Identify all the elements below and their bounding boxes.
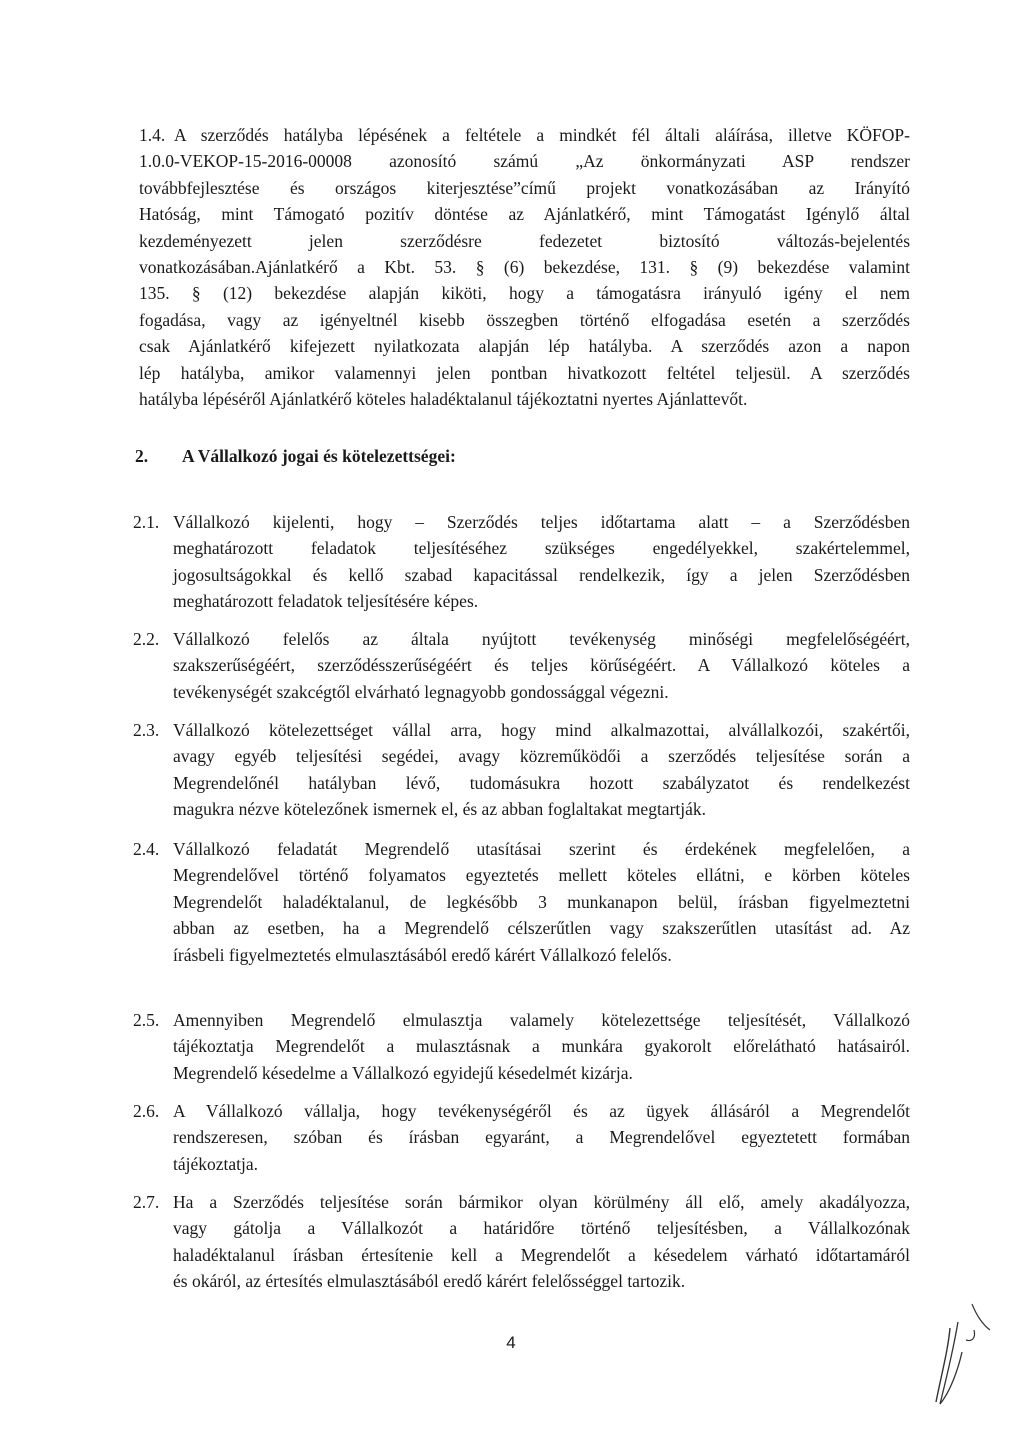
text-line: Ha a Szerződés teljesítése során bármikor olyan körülmény áll elő, amely akadályozza,	[173, 1192, 910, 1212]
text-line: vonatkozásában.Ajánlatkérő a Kbt. 53. § (6) bekezdése, 131. § (9) bekezdése valamint	[139, 257, 910, 278]
text-line: írásbeli figyelmeztetés elmulasztásából eredő kárért Vállalkozó felelős.	[173, 944, 672, 965]
clause-text	[173, 1007, 910, 1086]
text-line: hatályba lépéséről Ajánlatkérő köteles haladéktalanul tájékoztatni nyertes Ajánlattevőt.	[139, 389, 748, 410]
text-line: jogosultságokkal és kellő szabad kapacitással rendelkezik, így a jelen Szerződésben	[173, 564, 910, 585]
text-line: avagy egyéb teljesítési segédei, avagy közreműködői a szerződés teljesítése során a	[173, 746, 910, 767]
text-line: abban az esetben, ha a Megrendelő célszerűtlen vagy szakszerűtlen utasítást ad. Az	[173, 918, 910, 939]
text-line: magukra nézve kötelezőnek ismernek el, és az abban foglaltakat megtartják.	[173, 799, 707, 820]
section-title: A Vállalkozó jogai és kötelezettségei:	[182, 446, 456, 466]
text-line: tájékoztatja Megrendelőt a mulasztásnak a munkára gyakorolt előrelátható hatásairól.	[173, 1036, 910, 1057]
clause-text	[173, 717, 910, 823]
clause-number: 2.4.	[133, 839, 160, 859]
clause-number: 2.2.	[133, 629, 160, 649]
clause-number: 1.4.	[139, 125, 166, 145]
clause-text	[173, 509, 910, 615]
text-line: Megrendelőt haladéktalanul, de legkésőbb 3 munkanapon belül, írásban figyelmeztetni	[173, 891, 910, 912]
text-line: 1.0.0-VEKOP-15-2016-00008 azonosító számú „Az önkormányzati ASP rendszer	[139, 151, 910, 172]
clause-text	[174, 122, 910, 148]
clause-text-continued	[139, 148, 910, 412]
text-line: tájékoztatja.	[173, 1153, 259, 1174]
text-line: haladéktalanul írásban értesítenie kell a Megrendelőt a késedelem várható időtartamáról	[173, 1244, 910, 1265]
clause-number: 2.1.	[133, 512, 160, 532]
text-line: A szerződés hatályba lépésének a feltétele a mindkét fél általi aláírása, illetve KÖFOP-	[174, 125, 910, 145]
text-line: továbbfejlesztése és országos kiterjesztése”című projekt vonatkozásában az Irányító	[139, 177, 910, 198]
text-line: meghatározott feladatok teljesítéséhez szükséges engedélyekkel, szakértelemmel,	[173, 538, 910, 559]
text-line: Vállalkozó kijelenti, hogy – Szerződés teljes időtartama alatt – a Szerződésben	[173, 512, 910, 532]
clause-text	[173, 836, 910, 968]
text-line: Vállalkozó felelős az általa nyújtott tevékenység minőségi megfelelőségéért,	[173, 629, 910, 649]
clause-text	[173, 626, 910, 705]
text-line: tevékenységét szakcégtől elvárható legnagyobb gondossággal végezni.	[173, 681, 669, 702]
text-line: vagy gátolja a Vállalkozót a határidőre történő teljesítésben, a Vállalkozónak	[173, 1218, 910, 1239]
text-line: Vállalkozó kötelezettséget vállal arra, hogy mind alkalmazottai, alvállalkozói, szakértői,	[173, 720, 910, 740]
text-line: kezdeményezett jelen szerződésre fedezetet biztosító változás-bejelentés	[139, 230, 910, 251]
text-line: Amennyiben Megrendelő elmulasztja valamely kötelezettsége teljesítését, Vállalkozó	[173, 1010, 910, 1030]
clause-number: 2.5.	[133, 1010, 160, 1030]
clause-number: 2.6.	[133, 1101, 160, 1121]
text-line: csak Ajánlatkérő kifejezett nyilatkozata alapján lép hatályba. A szerződés azon a napon	[139, 336, 910, 357]
text-line: meghatározott feladatok teljesítésére képes.	[173, 591, 479, 612]
clause-number: 2.3.	[133, 720, 160, 740]
clause-text	[173, 1098, 910, 1177]
handwritten-initials-icon	[928, 1300, 998, 1410]
text-line: 135. § (12) bekezdése alapján kiköti, hogy a támogatásra irányuló igény el nem	[139, 283, 910, 304]
text-line: Megrendelő késedelme a Vállalkozó egyidejű késedelmét kizárja.	[173, 1062, 633, 1083]
clause-text	[173, 1189, 910, 1295]
text-line: Hatóság, mint Támogató pozitív döntése az Ajánlatkérő, mint Támogatást Igénylő által	[139, 204, 910, 225]
text-line: lép hatályba, amikor valamennyi jelen pontban hivatkozott feltétel teljesül. A szerződés	[139, 362, 910, 383]
text-line: szakszerűségéért, szerződésszerűségéért és teljes körűségéért. A Vállalkozó köteles a	[173, 655, 910, 676]
text-line: Vállalkozó feladatát Megrendelő utasításai szerint és érdekének megfelelően, a	[173, 839, 910, 859]
text-line: Megrendelővel történő folyamatos egyeztetés mellett köteles ellátni, e körben köteles	[173, 865, 910, 886]
text-line: rendszeresen, szóban és írásban egyaránt, a Megrendelővel egyeztetett formában	[173, 1127, 910, 1148]
text-line: Megrendelőnél hatályban lévő, tudomásukra hozott szabályzatot és rendelkezést	[173, 772, 910, 793]
text-line: A Vállalkozó vállalja, hogy tevékenységéről és az ügyek állásáról a Megrendelőt	[173, 1101, 910, 1121]
text-line: és okáról, az értesítés elmulasztásából eredő kárért felelősséggel tartozik.	[173, 1271, 686, 1292]
section-number: 2.	[135, 446, 149, 466]
text-line: fogadása, vagy az igényeltnél kisebb összegben történő elfogadása esetén a szerződés	[139, 309, 910, 330]
page-number: 4	[506, 1333, 516, 1352]
clause-number: 2.7.	[133, 1192, 160, 1212]
